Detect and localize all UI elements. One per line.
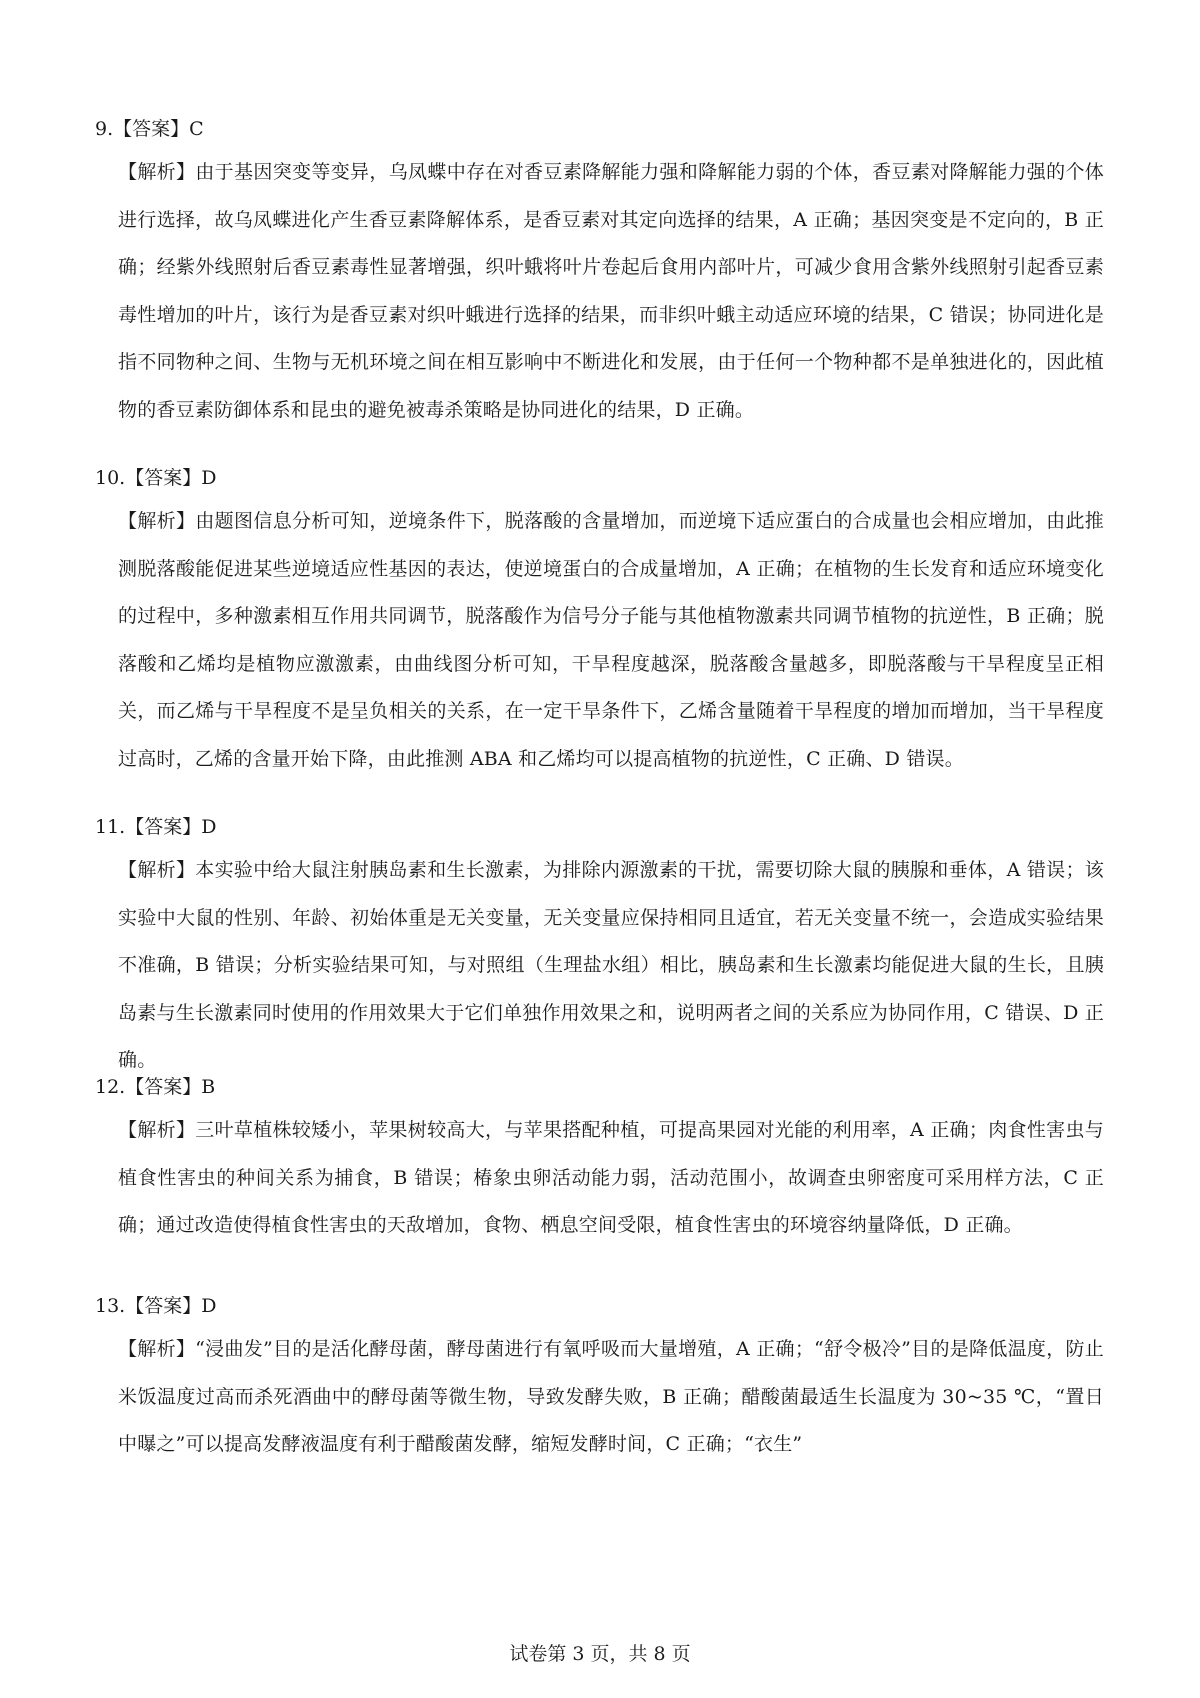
answer-heading-9: 9.【答案】C <box>95 118 204 140</box>
answer-heading-10: 10.【答案】D <box>95 467 217 489</box>
analysis-paragraph-11: 【解析】本实验中给大鼠注射胰岛素和生长激素，为排除内源激素的干扰，需要切除大鼠的胰腺和垂体，A 错误；该实验中大鼠的性别、年龄、初始体重是无关变量，无关变量应保持相同且适宜，若无关变量不统一，会造成实验结果不准确，B 错误；分析实验结果可知，与对照组（生理盐水组）相比，胰岛素和生长激素均能促进大鼠的生长，且胰岛素与生长激素同时使用的作用效果大于它们单独作用效果之和，说明两者之间的关系应为协同作用，C 错误、D 正确。 <box>118 859 1104 1071</box>
analysis-paragraph-13: 【解析】“浸曲发”目的是活化酵母菌，酵母菌进行有氧呼吸而大量增殖，A 正确；“舒令极冷”目的是降低温度，防止米饭温度过高而杀死酒曲中的酵母菌等微生物，导致发酵失败，B 正确；醋酸菌最适生长温度为 30~35 ℃，“置日中曝之”可以提高发酵液温度有利于醋酸菌发酵，缩短发酵时间，C 正确；“衣生” <box>118 1338 1104 1455</box>
answer-heading-13: 13.【答案】D <box>95 1295 217 1317</box>
analysis-paragraph-9: 【解析】由于基因突变等变异，乌凤蝶中存在对香豆素降解能力强和降解能力弱的个体，香豆素对降解能力强的个体进行选择，故乌凤蝶进化产生香豆素降解体系，是香豆素对其定向选择的结果，A 正确；基因突变是不定向的，B 正确；经紫外线照射后香豆素毒性显著增强，织叶蛾将叶片卷起后食用内部叶片，可减少食用含紫外线照射引起香豆素毒性增加的叶片，该行为是香豆素对织叶蛾进行选择的结果，而非织叶蛾主动适应环境的结果，C 错误；协同进化是指不同物种之间、生物与无机环境之间在相互影响中不断进化和发展，由于任何一个物种都不是单独进化的，因此植物的香豆素防御体系和昆虫的避免被毒杀策略是协同进化的结果，D 正确。 <box>118 161 1104 421</box>
analysis-paragraph-12: 【解析】三叶草植株较矮小，苹果树较高大，与苹果搭配种植，可提高果园对光能的利用率，A 正确；肉食性害虫与植食性害虫的种间关系为捕食，B 错误；椿象虫卵活动能力弱，活动范围小，故调查虫卵密度可采用样方法，C 正确；通过改造使得植食性害虫的天敌增加，食物、栖息空间受限，植食性害虫的环境容纳量降低，D 正确。 <box>118 1119 1104 1236</box>
answer-heading-12: 12.【答案】B <box>95 1076 216 1098</box>
answer-heading-11: 11.【答案】D <box>95 816 217 838</box>
analysis-paragraph-10: 【解析】由题图信息分析可知，逆境条件下，脱落酸的含量增加，而逆境下适应蛋白的合成量也会相应增加，由此推测脱落酸能促进某些逆境适应性基因的表达，使逆境蛋白的合成量增加，A 正确；在植物的生长发育和适应环境变化的过程中，多种激素相互作用共同调节，脱落酸作为信号分子能与其他植物激素共同调节植物的抗逆性，B 正确；脱落酸和乙烯均是植物应激激素，由曲线图分析可知，干旱程度越深，脱落酸含量越多，即脱落酸与干旱程度呈正相关，而乙烯与干旱程度不是呈负相关的关系，在一定干旱条件下，乙烯含量随着干旱程度的增加而增加，当干旱程度过高时，乙烯的含量开始下降，由此推测 ABA 和乙烯均可以提高植物的抗逆性，C 正确、D 错误。 <box>118 510 1104 770</box>
page-footer: 试卷第 3 页，共 8 页 <box>509 1643 691 1665</box>
